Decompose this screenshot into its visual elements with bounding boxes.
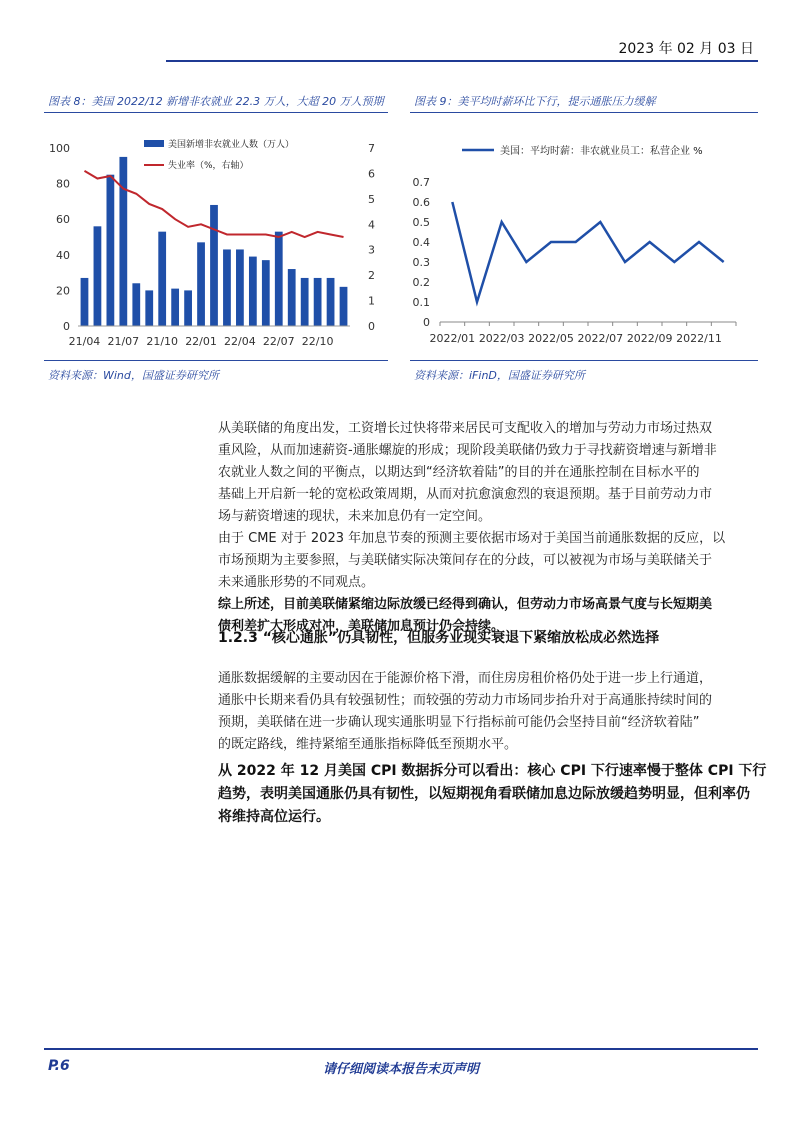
- y-tick: 0.6: [412, 196, 430, 209]
- bar: [119, 157, 127, 326]
- paragraph-2: [218, 528, 770, 594]
- bar: [262, 260, 270, 326]
- bar: [314, 278, 322, 326]
- section-heading: 1.2.3 “核心通胀”仍具韧性，但服务业现实衰退下紧缩放松成必然选择: [218, 630, 660, 646]
- header-divider: [166, 60, 758, 62]
- x-tick: 2022/11: [676, 332, 722, 345]
- bar: [210, 205, 218, 326]
- bar: [106, 175, 114, 326]
- footer-divider: [44, 1048, 758, 1050]
- figure8-right-axis: [368, 142, 375, 333]
- y-tick: 0.3: [412, 256, 430, 269]
- page-number: P.6: [48, 1058, 70, 1074]
- bar: [81, 278, 89, 326]
- y-left-tick: 80: [56, 177, 70, 191]
- bar: [145, 290, 153, 326]
- y-right-tick: 6: [368, 167, 375, 181]
- text-line: 将维持高位运行。: [218, 809, 330, 825]
- x-tick: 21/04: [68, 335, 101, 348]
- y-tick: 0.5: [412, 216, 430, 229]
- y-left-tick: 60: [56, 213, 70, 227]
- report-date: 2023 年 02 月 03 日: [618, 41, 754, 57]
- y-right-tick: 0: [368, 320, 375, 333]
- figure8-top-rule: [44, 112, 388, 113]
- y-left-tick: 40: [56, 248, 70, 262]
- text-line: 综上所述，目前美联储紧缩边际放缓已经得到确认，但劳动力市场高景气度与长短期美: [218, 597, 713, 612]
- x-tick: 22/10: [301, 335, 334, 348]
- wage-line: [452, 202, 723, 302]
- bar: [236, 249, 244, 326]
- y-right-tick: 1: [368, 294, 375, 308]
- figure8-legend: [144, 138, 294, 171]
- text-line: 重风险，从而加速薪资-通胀螺旋的形成；现阶段美联储仍致力于寻找薪资增速与新增非: [218, 443, 717, 458]
- text-line: 从美联储的角度出发，工资增长过快将带来居民可支配收入的增加与劳动力市场过热双: [218, 421, 713, 436]
- legend-line-label: 失业率（%，右轴）: [168, 161, 249, 171]
- x-tick: 2022/05: [528, 332, 574, 345]
- paragraph-1: [218, 418, 770, 528]
- y-right-tick: 4: [368, 218, 375, 232]
- figure9-title: 图表 9：美平均时薪环比下行，提示通胀压力缓解: [414, 95, 656, 108]
- bar: [327, 278, 335, 326]
- text-line: 由于 CME 对于 2023 年加息节奏的预测主要依据市场对于美国当前通胀数据的反应，以: [218, 531, 726, 546]
- figure9-y-axis: [413, 176, 431, 329]
- text-line: 基础上开启新一轮的宽松政策周期，从而对抗愈演愈烈的衰退预期。基于目前劳动力市: [218, 487, 713, 502]
- bar: [132, 283, 140, 326]
- figure9-line: [440, 202, 736, 326]
- text-line: 通胀中长期来看仍具有较强韧性；而较强的劳动力市场同步抬升对于高通胀持续时间的: [218, 693, 713, 708]
- figure9-bottom-rule: [410, 360, 758, 361]
- x-tick: 2022/03: [478, 332, 525, 345]
- bar: [223, 249, 231, 326]
- legend-label: 美国：平均时薪：非农就业员工：私营企业 %: [500, 146, 703, 157]
- figure8-bars: [78, 157, 350, 326]
- text-line: 从 2022 年 12 月美国 CPI 数据拆分可以看出：核心 CPI 下行速率慢于整体 CPI 下行: [218, 763, 767, 779]
- paragraph-4: [218, 668, 770, 756]
- figure8-bottom-rule: [44, 360, 388, 361]
- x-tick: 22/04: [224, 335, 256, 348]
- y-left-tick: 100: [49, 142, 70, 155]
- bar: [197, 242, 205, 326]
- figure8-chart: [44, 128, 388, 354]
- legend-bar-label: 美国新增非农就业人数（万人）: [168, 140, 295, 150]
- text-line: 债利差扩大形成对冲，美联储加息预计仍会持续。: [218, 619, 505, 634]
- y-tick: 0.1: [412, 296, 430, 309]
- figure9-chart: [410, 128, 758, 354]
- figure8-left-axis: [49, 142, 70, 333]
- bar: [249, 257, 257, 326]
- y-right-tick: 5: [368, 192, 375, 206]
- x-tick: 22/07: [262, 335, 295, 348]
- figure9-top-rule: [410, 112, 758, 113]
- figure8-source: 资料来源：Wind，国盛证券研究所: [48, 369, 219, 382]
- bar: [340, 287, 348, 326]
- y-tick: 0.4: [412, 236, 430, 249]
- legend-bar-swatch: [144, 140, 164, 147]
- x-tick: 2022/01: [429, 332, 476, 345]
- y-left-tick: 20: [56, 284, 70, 298]
- text-line: 未来通胀形势的不同观点。: [218, 575, 375, 590]
- text-line: 市场预期为主要参照，与美联储实际决策间存在的分歧，可以被视为市场与美联储关于: [218, 553, 713, 568]
- figure9-legend: [462, 144, 703, 157]
- figure9-x-axis: [429, 332, 721, 345]
- y-right-tick: 7: [368, 142, 375, 155]
- text-line: 预期，美联储在进一步确认现实通胀明显下行指标前可能仍会坚持目前“经济软着陆”: [218, 715, 700, 730]
- figure9-source: 资料来源：iFinD，国盛证券研究所: [414, 369, 585, 382]
- bar: [184, 290, 192, 326]
- y-left-tick: 0: [63, 320, 70, 333]
- text-line: 通胀数据缓解的主要动因在于能源价格下滑，而住房房租价格仍处于进一步上行通道，: [218, 671, 713, 686]
- bar: [94, 226, 102, 326]
- bar: [275, 232, 283, 326]
- x-tick: 2022/09: [626, 332, 673, 345]
- x-tick: 22/01: [185, 335, 217, 348]
- y-right-tick: 2: [368, 269, 375, 283]
- y-tick: 0.2: [412, 276, 430, 289]
- text-line: 的既定路线，维持紧缩至通胀指标降低至预期水平。: [218, 737, 518, 752]
- y-tick: 0: [423, 316, 430, 329]
- bar: [288, 269, 296, 326]
- text-line: 场与薪资增速的现状，未来加息仍有一定空间。: [218, 509, 492, 524]
- text-line: 趋势，表明美国通胀仍具有韧性，以短期视角看联储加息边际放缓趋势明显，但利率仍: [218, 786, 750, 802]
- y-tick: 0.7: [412, 176, 430, 189]
- bar: [171, 289, 179, 326]
- bar: [158, 232, 166, 326]
- bar: [301, 278, 309, 326]
- figure8-title: 图表 8：美国 2022/12 新增非农就业 22.3 万人，大超 20 万人预期: [48, 95, 384, 108]
- x-tick: 21/10: [146, 335, 179, 348]
- paragraph-5-key-finding: [218, 760, 770, 829]
- text-line: 农就业人数之间的平衡点，以期达到“经济软着陆”的目的并在通胀控制在目标水平的: [218, 465, 700, 480]
- figure8-x-axis: [69, 335, 334, 348]
- x-tick: 2022/07: [577, 332, 624, 345]
- y-right-tick: 3: [368, 243, 375, 257]
- footer-disclaimer: 请仔细阅读本报告末页声明: [322, 1062, 479, 1077]
- x-tick: 21/07: [107, 335, 140, 348]
